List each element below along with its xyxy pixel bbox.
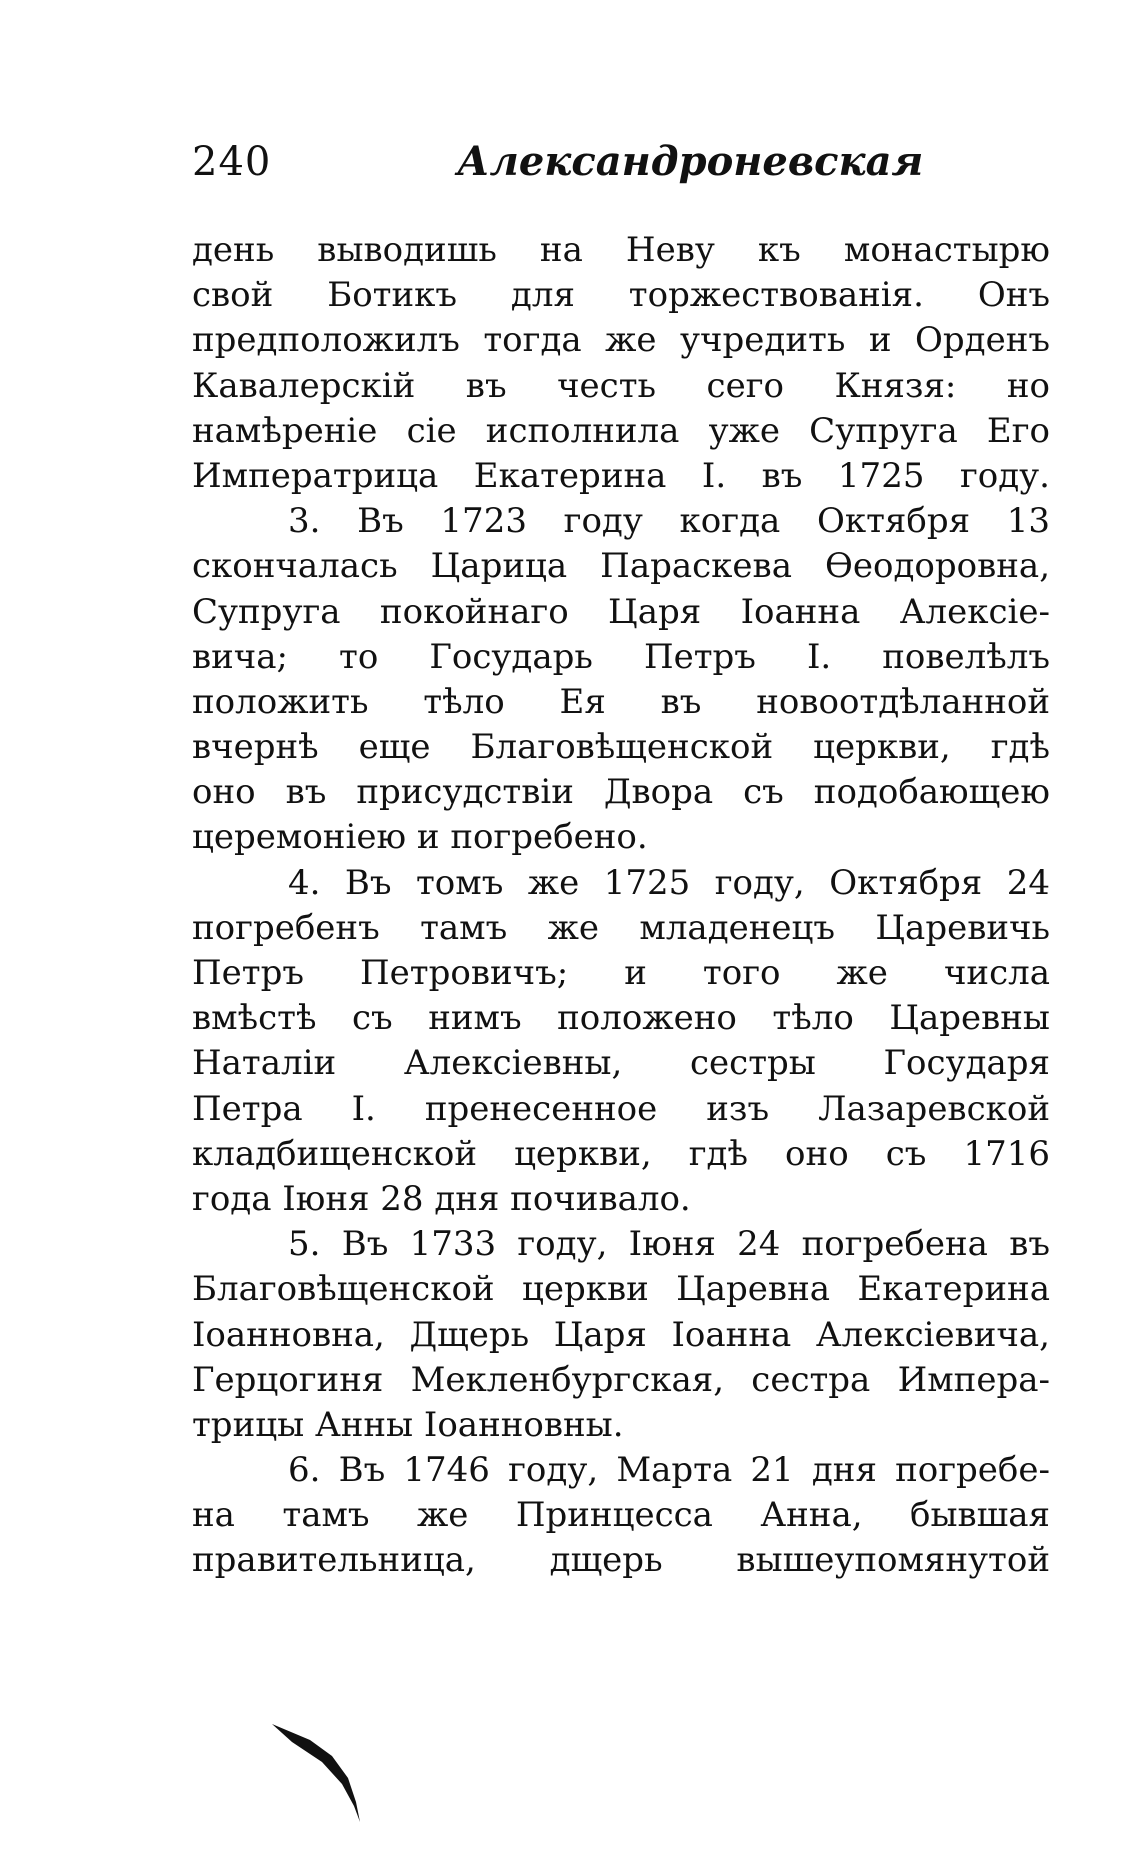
text-line: намѣреніе сіе исполнила уже Супруга Его	[192, 410, 1050, 451]
page-header	[192, 132, 924, 192]
body-text	[192, 228, 1050, 1584]
text-line: вчернѣ еще Благовѣщенской церкви, гдѣ	[192, 727, 1050, 768]
text-line: Благовѣщенской церкви Царевна Екатерина	[192, 1269, 1050, 1310]
text-line: день выводишь на Неву къ монастырю	[192, 230, 1050, 270]
paragraph-start-4: 4. Въ томъ же 1725 году, Октября 24	[288, 862, 1050, 903]
text-line: Кавалерскій въ честь сего Князя: но	[192, 365, 1050, 406]
page-number: 240	[192, 139, 272, 185]
text-line: на тамъ же Принцесса Анна, бывшая	[192, 1495, 1050, 1536]
running-title: Александроневская	[457, 138, 924, 185]
paragraph-start-3: 3. Въ 1723 году когда Октября 13	[288, 501, 1050, 542]
text-line: оно въ присудствіи Двора съ подобающею	[192, 772, 1050, 813]
text-line: Петра I. пренесенное изъ Лазаревской	[192, 1088, 1050, 1129]
text-line: Петръ Петровичъ; и того же числа	[192, 953, 1050, 993]
text-line: погребенъ тамъ же младенецъ Царевичь	[192, 907, 1050, 948]
text-line: Супруга покойнаго Царя Іоанна Алексіе-	[192, 591, 1050, 632]
text-line: Императрица Екатерина I. въ 1725 году.	[192, 455, 1050, 496]
text-line: правительница, дщерь вышеупомянутой	[192, 1540, 1050, 1581]
ink-smudge-mark	[270, 1722, 390, 1832]
text-line: трицы Анны Іоанновны.	[192, 1404, 624, 1445]
paragraph-start-5: 5. Въ 1733 году, Іюня 24 погребена въ	[288, 1224, 1050, 1265]
text-line: положить тѣло Ея въ новоотдѣланной	[192, 681, 1050, 722]
text-line: Наталіи Алексіевны, сестры Государя	[192, 1043, 1050, 1084]
text-line: скончалась Царица Параскева Ѳеодоровна,	[192, 546, 1050, 587]
text-line: Іоанновна, Дщерь Царя Іоанна Алексіевича,	[192, 1314, 1050, 1355]
text-line: церемоніею и погребено.	[192, 817, 648, 858]
text-line: свой Ботикъ для торжествованія. Онъ	[192, 275, 1050, 316]
text-line: предположилъ тогда же учредить и Орденъ	[192, 320, 1050, 361]
text-line: вича; то Государь Петръ I. повелѣлъ	[192, 636, 1050, 677]
text-line: вмѣстѣ съ нимъ положено тѣло Царевны	[192, 998, 1050, 1039]
text-line: Герцогиня Мекленбургская, сестра Импера-	[192, 1359, 1050, 1400]
text-line: года Іюня 28 дня почивало.	[192, 1178, 691, 1219]
text-line: кладбищенской церкви, гдѣ оно съ 1716	[192, 1133, 1050, 1174]
paragraph-start-6: 6. Въ 1746 году, Марта 21 дня погребе-	[288, 1450, 1050, 1491]
